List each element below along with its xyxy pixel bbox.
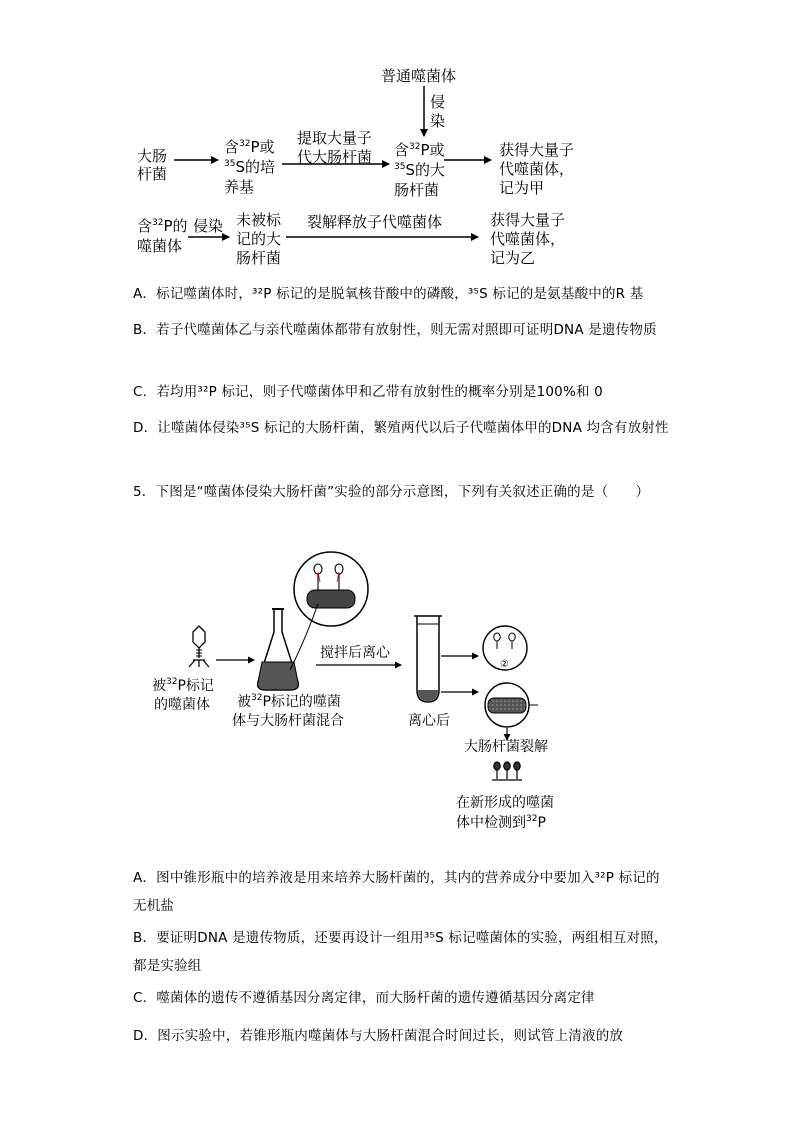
extract-line-1: 提取大量子 (297, 129, 373, 147)
detect-line-1: 在新形成的噬菌 (456, 795, 554, 811)
labeled-phage-line-2: 的噬菌体 (154, 697, 210, 713)
q4-option-a: A．标记噬菌体时，³²P 标记的是脱氧核苷酸中的磷酸，³⁵S 标记的是氨基酸中的R 基 (133, 286, 644, 302)
extract-line-2: 代大肠杆菌 (297, 148, 373, 166)
progeny-phage-icons (492, 762, 522, 780)
medium-line-2: $^{35}$S的培 (224, 158, 275, 176)
result-a-line-1: 获得大量子 (499, 141, 575, 159)
result-a-line-3: 记为甲 (499, 179, 545, 197)
lyse-release-label: 裂解释放子代噬菌体 (307, 213, 443, 231)
result-b-line-3: 记为乙 (490, 249, 536, 267)
stir-centrifuge-label: 搅拌后离心 (320, 645, 390, 661)
conical-flask-icon (258, 609, 299, 690)
phage32-line-1: 含$^{32}$P的 (137, 217, 188, 235)
mix-line-1: 被$^{32}$P标记的噬菌 (237, 693, 341, 710)
sediment-circle (485, 683, 538, 727)
infect-vertical-1: 侵 (430, 93, 446, 111)
q4-option-b: B．若子代噬菌体乙与亲代噬菌体都带有放射性，则无需对照即可证明DNA 是遗传物质 (133, 322, 657, 338)
labeled-phage-line-1: 被$^{32}$P标记 (152, 677, 214, 694)
medium-line-3: 养基 (224, 178, 255, 196)
q5-option-a: A．图中锥形瓶中的培养液是用来培养大肠杆菌的，其内的营养成分中要加入³²P 标记的无机盐 (133, 870, 660, 914)
result-b-line-1: 获得大量子 (490, 211, 566, 229)
circle-number-label: ② (500, 659, 509, 670)
unlabeled-ecoli-line-3: 肠杆菌 (236, 249, 282, 267)
result-b-line-2: 代噬菌体， (490, 230, 566, 248)
q4-option-d: D．让噬菌体侵染³⁵S 标记的大肠杆菌，繁殖两代以后子代噬菌体甲的DNA 均含有放射性 (133, 420, 669, 436)
unlabeled-ecoli-line-2: 记的大 (236, 230, 282, 248)
q5-stem: 5．下图是“噬菌体侵染大肠杆菌”实验的部分示意图，下列有关叙述正确的是（ ） (133, 484, 650, 500)
unlabeled-ecoli-line-1: 未被标 (236, 211, 282, 229)
centrifuge-tube-icon (414, 616, 442, 702)
q5-option-c: C．噬菌体的遗传不遵循基因分离定律，而大肠杆菌的遗传遵循基因分离定律 (133, 990, 595, 1006)
normal-phage-label: 普通噬菌体 (381, 67, 457, 85)
q5-option-d: D．图示实验中，若锥形瓶内噬菌体与大肠杆菌混合时间过长，则试管上清液的放 (133, 1028, 624, 1044)
infect-horizontal-label: 侵染 (193, 217, 224, 235)
detect-line-2: 体中检测到$^{32}$P (456, 814, 546, 831)
labeled-ecoli-line-2: $^{35}$S的大 (394, 161, 445, 179)
phage32-line-2: 噬菌体 (137, 237, 183, 255)
labeled-ecoli-line-3: 肠杆菌 (394, 181, 440, 199)
infect-vertical-2: 染 (430, 112, 446, 130)
medium-line-1: 含$^{32}$P或 (224, 138, 275, 156)
phage-icon (189, 626, 209, 667)
lysis-label: 大肠杆菌裂解 (464, 739, 548, 755)
labeled-ecoli-line-1: 含$^{32}$P或 (394, 141, 445, 159)
ecoli-line-1: 大肠 (137, 147, 168, 165)
ecoli-line-2: 杆菌 (137, 165, 168, 183)
q5-option-b: B．要证明DNA 是遗传物质，还要再设计一组用³⁵S 标记噬菌体的实验，两组相互对照，都是实验组 (133, 930, 668, 974)
q4-option-c: C．若均用³²P 标记，则子代噬菌体甲和乙带有放射性的概率分别是100%和 0 (133, 384, 603, 400)
result-a-line-2: 代噬菌体， (499, 160, 575, 178)
mix-line-2: 体与大肠杆菌混合 (232, 713, 344, 729)
after-centrifuge-label: 离心后 (408, 713, 450, 729)
infection-zoom-circle (294, 552, 368, 626)
